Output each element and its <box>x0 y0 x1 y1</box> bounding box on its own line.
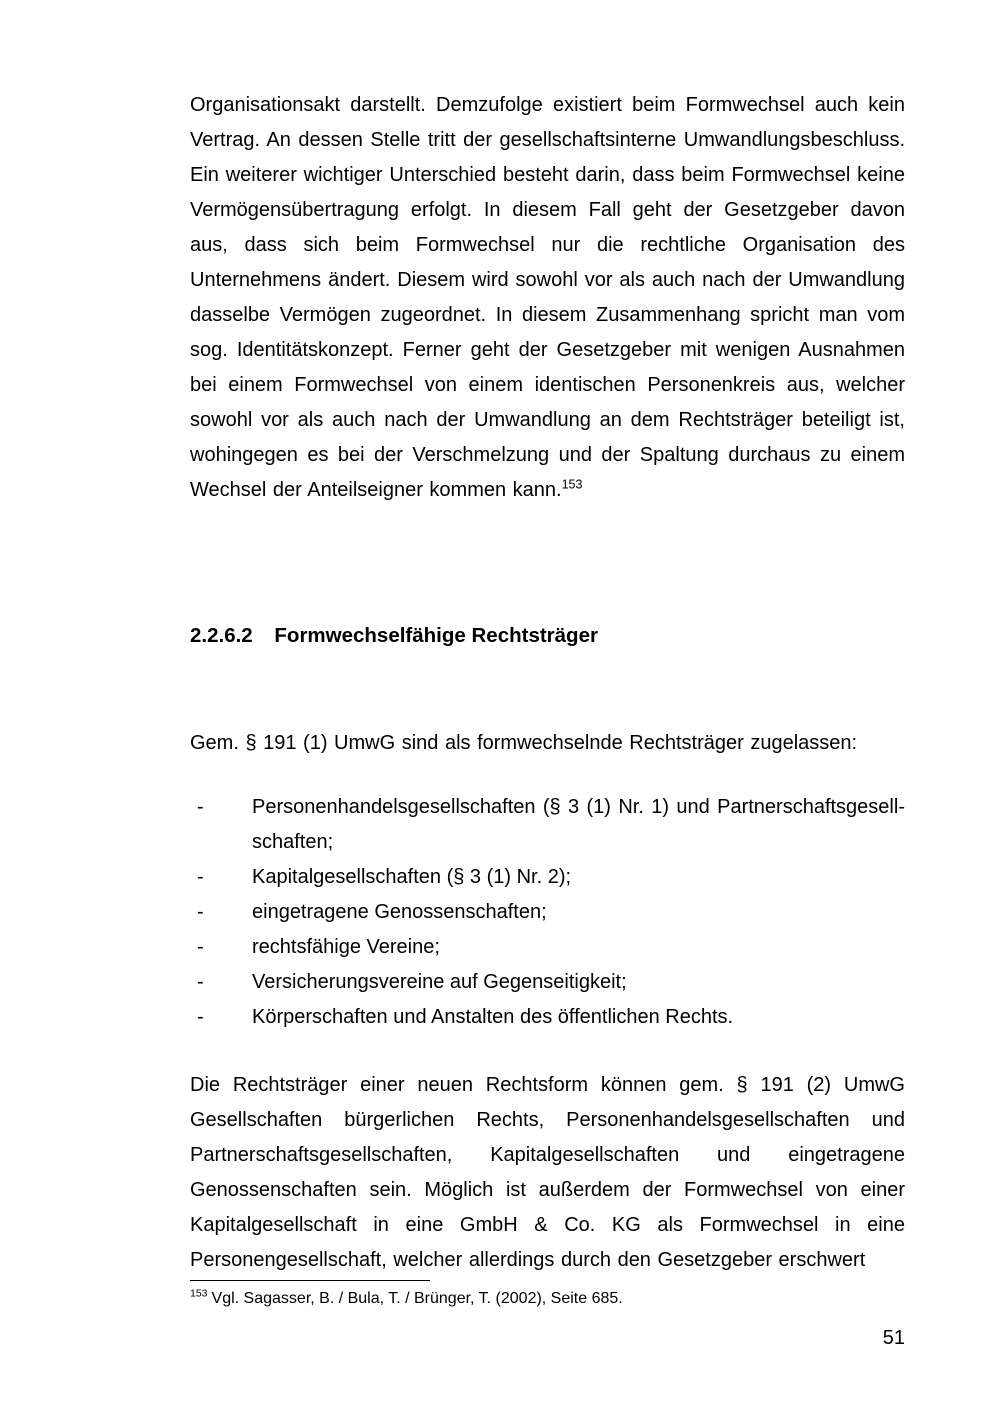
paragraph-3: Die Rechtsträger einer neuen Rechtsform können gem. § 191 (2) UmwG Gesellschaften bürgerlichen Rechts, Personenhandelsgesellschaften und Partnerschaftsgesellschaften, Kapitalgesellschaften und eingetragene Genossenschaften sein. Möglich ist außerdem der Formwechsel von einer Kapitalgesellschaft in eine GmbH & Co. KG als Formwechsel in eine Personengesellschaft, welcher allerdings durch den Gesetzgeber erschwert <box>190 1074 905 1271</box>
list-item-marker: - <box>197 866 204 888</box>
footnote-number: 153 <box>190 1287 208 1300</box>
footnote-reference-marker: 153 <box>561 477 583 492</box>
list-item-marker: - <box>197 971 204 993</box>
list-item-marker: - <box>197 936 204 958</box>
list-item <box>190 895 905 930</box>
list-item-text: Versicherungsvereine auf Gegenseitigkeit; <box>252 971 627 993</box>
list-item <box>190 930 905 965</box>
paragraph-2: Gem. § 191 (1) UmwG sind als formwechselnde Rechtsträger zugelassen: <box>190 732 858 754</box>
footnote-separator <box>190 1280 430 1281</box>
list-item-marker: - <box>197 796 204 818</box>
paragraph-1-text: Organisationsakt darstellt. Demzufolge existiert beim Formwechsel auch kein Vertrag. An dessen Stelle tritt der gesellschaftsinterne Umwandlungsbeschluss. Ein weiterer wichtiger Unterschied besteht darin, dass beim Formwechsel keine Vermögensübertragung erfolgt. In diesem Fall geht der Gesetzgeber davon aus, dass sich beim Formwechsel nur die rechtliche Organisation des Unternehmens ändert. Diesem wird sowohl vor als auch nach der Umwandlung dasselbe Vermögen zugeordnet. In diesem Zusammenhang spricht man vom sog. Identitätskonzept. Ferner geht der Gesetzgeber mit wenigen Ausnahmen bei einem Formwechsel von einem identischen Personenkreis aus, welcher sowohl vor als auch nach der Umwandlung an dem Rechtsträger beteiligt ist, wohingegen es bei der Verschmelzung und der Spaltung durchaus zu einem Wechsel der Anteilseigner kommen kann. <box>190 94 905 501</box>
list-item-text: rechtsfähige Vereine; <box>252 936 440 958</box>
list-item-marker: - <box>197 1006 204 1028</box>
list-item-text: Personenhandelsgesellschaften (§ 3 (1) Nr. 1) und Partnerschaftsgesellschaften; <box>252 796 905 853</box>
list-item-text: Körperschaften und Anstalten des öffentlichen Rechts. <box>252 1006 734 1028</box>
section-heading-title: Formwechselfähige Rechtsträger <box>274 624 598 647</box>
footnote <box>190 1288 905 1309</box>
footnote-area <box>190 1280 905 1309</box>
paragraph-1 <box>190 88 905 508</box>
list-item-text: eingetragene Genossenschaften; <box>252 901 547 923</box>
section-heading <box>190 618 905 653</box>
list-item <box>190 790 905 860</box>
list-item-text: Kapitalgesellschaften (§ 3 (1) Nr. 2); <box>252 866 572 888</box>
page-number: 51 <box>882 1327 905 1349</box>
bullet-list <box>190 790 905 1035</box>
section-heading-number: 2.2.6.2 <box>190 624 253 647</box>
footnote-text: Vgl. Sagasser, B. / Bula, T. / Brünger, T. (2002), Seite 685. <box>211 1290 623 1307</box>
list-item-marker: - <box>197 901 204 923</box>
list-item <box>190 1000 905 1035</box>
list-item <box>190 965 905 1000</box>
list-item <box>190 860 905 895</box>
